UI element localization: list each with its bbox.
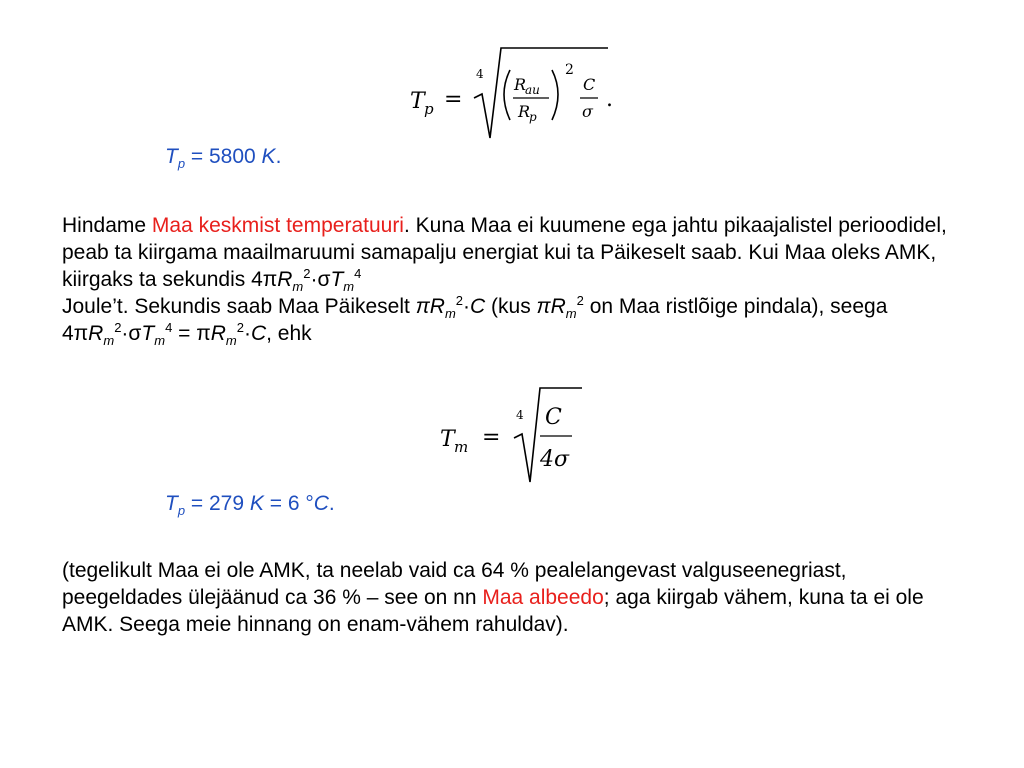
formula-tm-root-index: 4 [516,408,524,422]
formula-tp-left-paren [504,70,510,120]
para2-text-2: ; aga kiirgab vähem, kuna ta ei ole AMK. Seega meie hinnang on enam-vähem rahuldav). [62,586,924,636]
para1-m-1: m [292,279,304,294]
para1-r-2: R [429,295,445,318]
formula-tm [432,382,602,490]
para1-c-2: C [250,322,267,345]
result1-var: T [165,145,178,168]
formula-tp-exponent: 2 [565,62,574,78]
formula-tp-right-paren [552,70,558,120]
para1-r-1: R [277,268,293,291]
para1-highlight: Maa keskmist temperatuuri [151,214,404,237]
para1-dot-1: · [463,295,471,318]
para1-r-3: R [550,295,566,318]
result2-var: T [165,492,178,515]
para1-sq-4: 2 [114,320,122,335]
para1-text-3: Joule’t. Sekundis saab Maa Päikeselt [62,295,416,318]
result2-text1: = 279 [185,492,250,515]
para2-highlight: Maa albeedo [482,586,604,609]
formula-tm-lhs-sub: m [454,438,469,456]
formula-tp-rau-var: R [514,75,527,94]
formula-tm-denominator: 4σ [540,447,570,472]
para1-m-6: m [154,333,166,348]
para1-text-5: on Maa ristlõige pindala), seega 4π [62,295,888,345]
result1-unit: K [261,145,276,168]
para1-text-4: (kus [485,295,537,318]
para1-r-5: R [210,322,226,345]
result2-unit2: C [313,492,329,515]
formula-tp-lhs-sub: p [424,100,434,118]
formula-tp-sigma: σ [582,102,593,121]
para1-four-2: 4 [165,320,173,335]
para1-c-1: C [470,295,486,318]
para1-dot-sigma-1: ·σ [310,268,331,291]
paragraph-albedo-note [62,557,962,638]
formula-tm-lhs-var: T [440,427,455,452]
para1-pi-2: π [536,295,551,318]
formula-tp-period: . [606,87,613,112]
result2-sub: p [177,503,186,518]
para1-pi-1: π [415,295,430,318]
para1-t-1: T [330,268,344,291]
formula-tp-rau-sub: au [525,83,540,97]
result1-text: = 5800 [185,145,262,168]
result2-unit: K [249,492,264,515]
para1-sq-3: 2 [576,293,584,308]
para1-four-1: 4 [354,266,362,281]
para1-sq-5: 2 [236,320,244,335]
para1-r-4: R [88,322,104,345]
para1-sq-2: 2 [455,293,464,308]
formula-tp-rp-sub: p [529,110,537,124]
result2-end: . [328,492,335,515]
para1-t-2: T [141,322,155,345]
para1-sq-1: 2 [303,266,311,281]
para1-m-5: m [103,333,115,348]
para1-text-2: . Kuna Maa ei kuumene ega jahtu pikaajalistel perioodidel, peab ta kiirgama maailmaruumi samapalju energiat kui ta Päikeselt saab. Kui Maa oleks AMK, kiirgaks ta sekundis 4π [62,214,947,291]
formula-tp [400,40,640,150]
formula-tp-root-index: 4 [476,67,484,81]
para1-m-4: m [565,306,577,321]
para1-dot-sigma-2: ·σ [121,322,142,345]
para1-text-6: , ehk [266,322,312,345]
para1-text-1: Hindame [62,214,152,237]
result1-sub: p [177,156,186,171]
formula-tp-rp-var: R [518,102,531,121]
result-tp-5800 [165,144,281,170]
para1-eq-pi: = π [172,322,211,345]
formula-tm-equals: = [482,425,501,450]
paragraph-energy-balance [62,212,962,347]
para1-dot-2: · [243,322,251,345]
result-tp-279 [165,491,335,517]
formula-tp-lhs-var: T [410,89,425,114]
para1-m-3: m [444,306,456,321]
result1-end: . [275,145,282,168]
formula-tm-numerator: C [545,405,562,430]
para2-text-1: (tegelikult Maa ei ole AMK, ta neelab vaid ca 64 % pealelangevast valguseenegriast, peegeldades ülejäänud ca 36 % – see on nn [62,559,847,609]
para1-m-2: m [343,279,355,294]
para1-m-7: m [225,333,237,348]
formula-tp-equals: = [444,87,463,112]
result2-text2: = 6 ° [263,492,314,515]
formula-tp-c: C [583,75,596,94]
